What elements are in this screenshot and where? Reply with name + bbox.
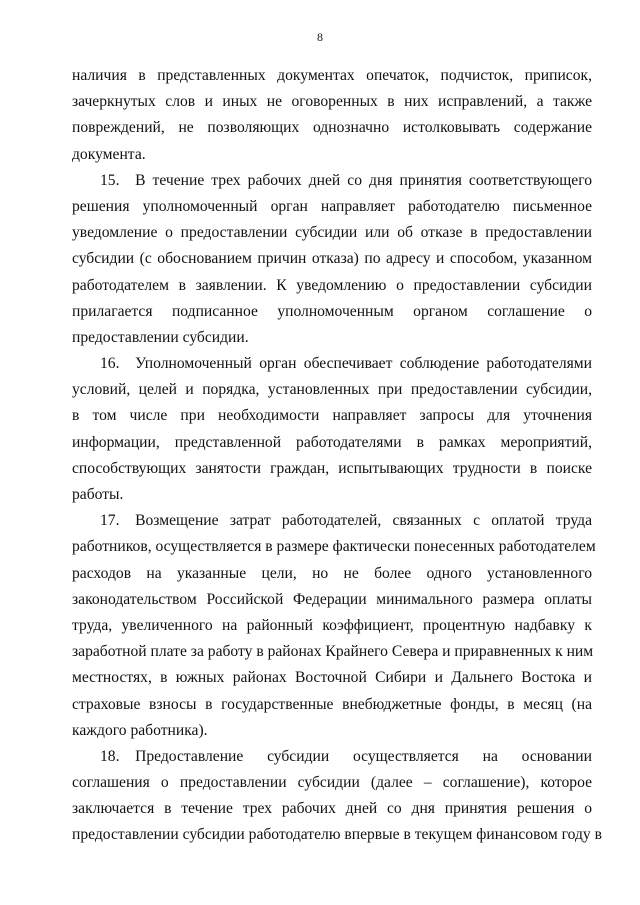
paragraph-number: 16.	[100, 355, 120, 373]
text-line: прилагается подписанное уполномоченным органом соглашение о	[72, 302, 592, 320]
text-line: предоставлении субсидии работодателю впервые в текущем финансовом году в	[72, 826, 602, 844]
text-line: каждого работника).	[72, 721, 208, 739]
text-line: субсидии (с обоснованием причин отказа) по адресу и способом, указанном	[72, 250, 592, 268]
numbered-paragraph	[72, 351, 592, 508]
text-line	[72, 508, 592, 534]
text-line: в том числе при необходимости направляет запросы для уточнения	[72, 407, 592, 425]
text-line	[72, 168, 592, 194]
numbered-paragraph	[72, 508, 596, 744]
line-text: Предоставление субсидии осуществляется на основании	[135, 747, 592, 765]
text-line: информации, представленной работодателями в рамках мероприятий,	[72, 433, 592, 451]
text-line: заработной плате за работу в районах Крайнего Севера и приравненных к ним	[72, 643, 594, 661]
text-line: способствующих занятости граждан, испытывающих трудности в поиске	[72, 459, 592, 477]
numbered-paragraph	[72, 168, 592, 351]
text-line: документа.	[72, 145, 146, 163]
text-line: работодателем в заявлении. К уведомлению о предоставлении субсидии	[72, 276, 592, 294]
text-line: предоставлении субсидии.	[72, 328, 249, 346]
text-line: уведомление о предоставлении субсидии или об отказе в предоставлении	[72, 224, 592, 242]
text-line: работников, осуществляется в размере фактически понесенных работодателем	[72, 538, 596, 556]
text-line	[72, 351, 592, 377]
paragraph	[72, 63, 592, 168]
line-text: Уполномоченный орган обеспечивает соблюдение работодателями	[135, 355, 592, 373]
page-number: 8	[317, 30, 323, 44]
text-line: наличия в представленных документах опечаток, подчисток, приписок,	[72, 67, 592, 84]
text-line: решения уполномоченный орган направляет работодателю письменное	[72, 197, 592, 215]
text-line: расходов на указанные цели, но не более одного установленного	[72, 564, 592, 582]
line-text: Возмещение затрат работодателей, связанных с оплатой труда	[135, 512, 592, 530]
paragraph-number: 18.	[100, 747, 120, 765]
text-line: страховые взносы в государственные внебюджетные фонды, в месяц (на	[72, 695, 592, 713]
text-line: повреждений, не позволяющих однозначно истолковывать содержание	[72, 119, 592, 137]
text-line: местностях, в южных районах Восточной Сибири и Дальнего Востока и	[72, 669, 592, 687]
text-line: заключается в течение трех рабочих дней со дня принятия решения о	[72, 800, 592, 818]
paragraph-number: 17.	[100, 512, 120, 530]
text-line: работы.	[72, 486, 124, 503]
paragraph-number: 15.	[100, 171, 120, 189]
line-text: В течение трех рабочих дней со дня принятия соответствующего	[135, 171, 592, 189]
document-body	[72, 63, 602, 849]
numbered-paragraph	[72, 744, 602, 849]
text-line	[72, 744, 592, 770]
text-line: условий, целей и порядка, установленных при предоставлении субсидии,	[72, 381, 592, 399]
text-line: труда, увеличенного на районный коэффициент, процентную надбавку к	[72, 616, 592, 634]
text-line: соглашения о предоставлении субсидии (далее – соглашение), которое	[72, 774, 592, 792]
text-line: законодательством Российской Федерации минимального размера оплаты	[72, 590, 592, 608]
text-line: зачеркнутых слов и иных не оговоренных в них исправлений, а также	[72, 93, 592, 111]
